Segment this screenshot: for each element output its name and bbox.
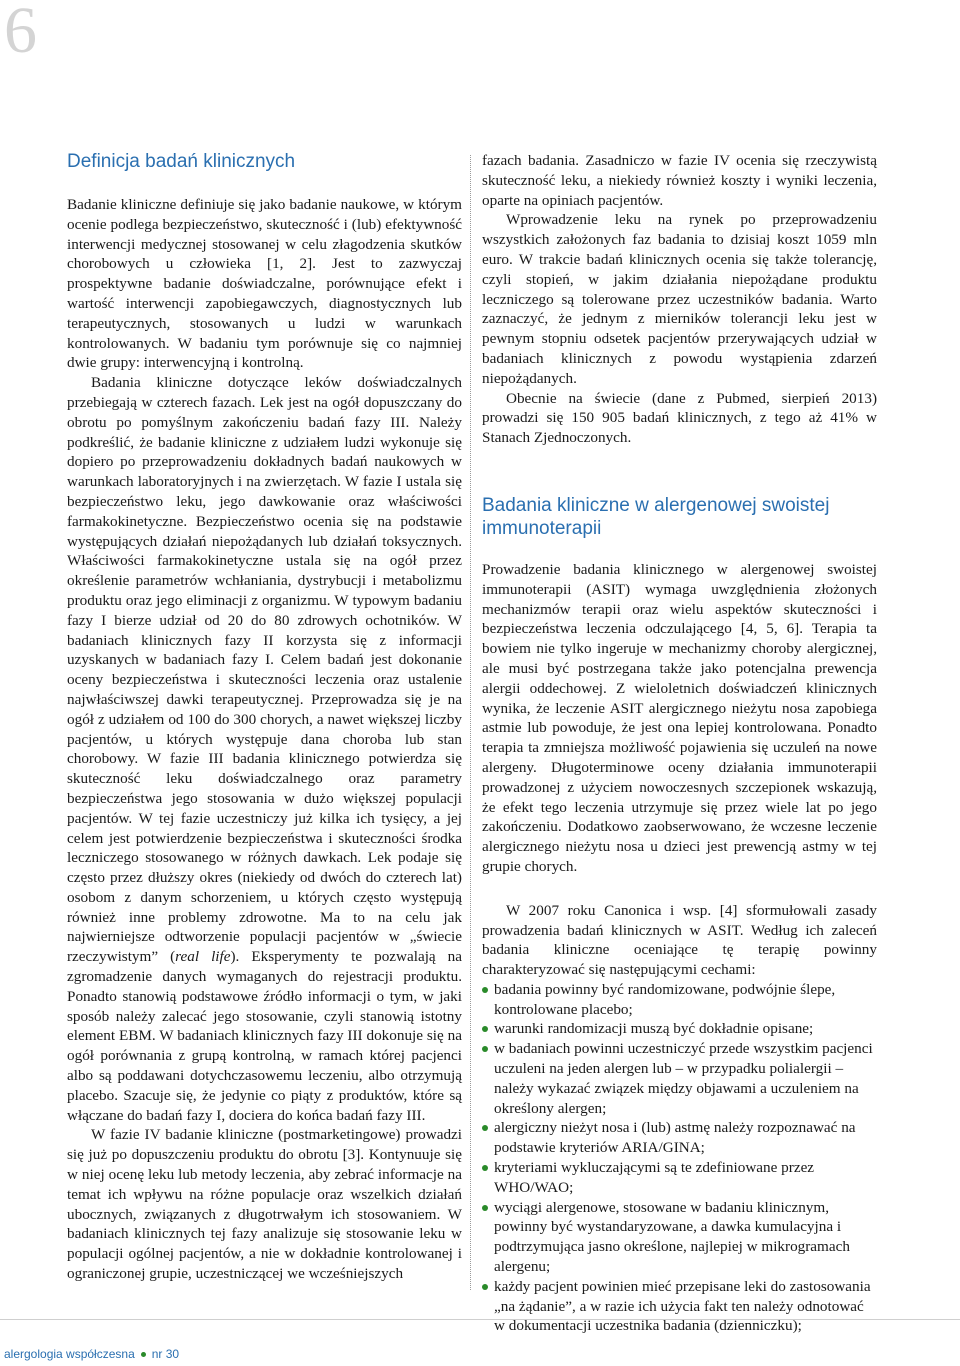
journal-name: alergologia współczesna xyxy=(4,1347,135,1361)
footer xyxy=(4,1347,179,1361)
list-item: alergiczny nieżyt nosa i (lub) astmę należy rozpoznawać na podstawie kryteriów ARIA/GINA; xyxy=(482,1118,877,1158)
list-item: w badaniach powinni uczestniczyć przede wszystkim pacjenci uczuleni na jeden alergen lub – w przypadku polialergii – należy wykazać związek między objawami a uczuleniem na określony alergen; xyxy=(482,1039,877,1118)
list-item: kryteriami wykluczającymi są te zdefiniowane przez WHO/WAO; xyxy=(482,1158,877,1198)
paragraph: W fazie IV badanie kliniczne (postmarketingowe) prowadzi się już po dopuszczeniu produktu do obrotu [3]. Kontynuuje się w niej ocenę leku lub metody leczenia, aby zebrać informacje na temat ich wpływu na różne populacje oraz wszelkich działań ubocznych, związanych z długotrwałym ich stosowaniem. W badaniach klinicznych tej fazy analizuje się stosowanie leku w populacji ogólnej pacjentów, a nie w dokładnie kontrolowanej i ograniczonej grupie, uczestniczącej we wcześniejszych xyxy=(67,1126,462,1283)
list-item: warunki randomizacji muszą być dokładnie opisane; xyxy=(482,1019,877,1039)
issue-number: nr 30 xyxy=(151,1347,180,1361)
column-divider xyxy=(470,155,471,1290)
right-column xyxy=(482,151,877,1336)
paragraph: fazach badania. Zasadniczo w fazie IV ocenia się rzeczywistą skuteczność leku, a niekiedy również koszty i wyniki leczenia, oparte na opiniach pacjentów. xyxy=(482,152,877,209)
paragraph: Obecnie na świecie (dane z Pubmed, sierpień 2013) prowadzi się 150 905 badań klinicznych, z tego aż 41% w Stanach Zjednoczonych. xyxy=(482,389,877,447)
list-item: badania powinny być randomizowane, podwójnie ślepe, kontrolowane placebo; xyxy=(482,980,877,1020)
paragraph: W 2007 roku Canonica i wsp. [4] sformułowali zasady prowadzenia badań klinicznych w ASIT. Według ich zaleceń badania kliniczne oceniające tę terapię powinny charakteryzować się następującymi cechami: xyxy=(482,901,877,979)
section-heading-asit: Badania kliniczne w alergenowej swoistej immunoterapii xyxy=(482,494,830,539)
section-heading-definition: Definicja badań klinicznych xyxy=(67,151,296,172)
paragraph: Wprowadzenie leku na rynek po przeprowadzeniu wszystkich założonych faz badania to dzisiaj koszt 1059 mln euro. W trakcie badań klinicznych ocenia się także tolerancję, czyli stopień, w jakim działania niepożądane produktu leczniczego są tolerowane przez uczestników badania. Warto zaznaczyć, że jednym z mierników tolerancji leku jest w pewnym stopniu odsetek pacjentów przerywających udział w badaniach klinicznych z powodu wystąpienia zdarzeń niepożądanych. xyxy=(482,211,877,387)
italic-term: real life xyxy=(175,948,231,966)
page-number: 6 xyxy=(4,0,37,67)
paragraph: Badania kliniczne dotyczące leków doświadczalnych przebiegają w czterech fazach. Lek jest na ogół dopuszczany do obrotu po pomyślnym zakończeniu badań fazy III. Należy podkreślić, że badanie kliniczne z udziałem ludzi wykonuje się dopiero po przeprowadzeniu dokładnych badań naukowych w warunkach laboratoryjnych i na zwierzętach. W fazie I ustala się bezpieczeństwo leku, jego dawkowanie oraz właściwości farmakokinetyczne. Bezpieczeństwo ocenia się na podstawie występujących działań niepożądanych lub działań toksycznych. Właściwości farmakokinetyczne ustala się na ogół przez określenie parametrów wchłaniania, dystrybucji i metabolizmu produktu oraz jego eliminacji z organizmu. W typowym badaniu fazy I bierze udział od 20 do 80 zdrowych ochotników. W badaniach klinicznych fazy II korzysta się z informacji uzyskanych w badaniach fazy I. Celem badań jest dokonanie oceny bezpieczeństwa i skuteczności leczenia oraz ustalenie najwłaściwszej dawki terapeutycznej. Przeprowadza się je na ogół z udziałem od 100 do 300 chorych, a nawet większej liczby pacjentów, u których występuje dana choroba lub stan chorobowy. W fazie III badania klinicznego potwierdza się skuteczność leku doświadczalnego oraz parametry bezpieczeństwa jego stosowania w dużo większej populacji pacjentów. W tej fazie uczestniczy już kilka ich tysięcy, a jej celem jest potwierdzenie bezpieczeństwa i skuteczności środka leczniczego stosowanego w różnych dawkach. Lek podaje się często przez dłuższy okres (niekiedy od dwóch do czterech lat) osobom z danym schorzeniem, u których często występują również inne problemy zdrowotne. Ma to na celu jak najwierniejsze odtworzenie populacji pacjentów w „świecie rzeczywistym” (real life). Eksperymenty te pozwalają na zgromadzenie danych wymaganych do rejestracji produktu. Ponadto stanowią podstawowe źródło informacji o tym, w jaki sposób należy zalecać jego stosowanie, czyli stanowią istotny element EBM. W badaniach klinicznych fazy III dokonuje się na ogół porównania z grupą kontrolną, w ramach której pacjenci albo są poddawani dotychczasowemu leczeniu, albo otrzymują placebo. Szacuje się, że jedynie co piąty z produktów, które są włączane do badań fazy I, dociera do końca badań fazy III. xyxy=(67,374,463,1124)
paragraph: Badanie kliniczne definiuje się jako badanie naukowe, w którym ocenie podlega bezpieczeństwo, skuteczność i (lub) efektywność interwencji medycznej stosowanej w celu złagodzenia skutków chorobowych u człowieka [1, 2]. Jest to zazwyczaj prospektywne badanie doświadczalne, porównujące efekt i wartość interwencji zapobiegawczych, diagnostycznych lub terapeutycznych, stosowanych u ludzi w warunkach kontrolowanych. W badaniu tym porównuje się co najmniej dwie grupy: interwencyjną i kontrolną. xyxy=(67,196,462,372)
criteria-list xyxy=(482,980,877,1336)
left-column xyxy=(67,150,462,1284)
paragraph: Prowadzenie badania klinicznego w alergenowej swoistej immunoterapii (ASIT) wymaga uwzględnienia złożonych mechanizmów terapii oraz wielu aspektów skuteczności i bezpieczeństwa leczenia odczulającego [4, 5, 6]. Terapia ta bowiem nie tylko ingeruje w mechanizmy choroby alergicznej, ale musi być postrzegana także jako potencjalna prewencja alergii oddechowej. Z wieloletnich doświadczeń klinicznych wynika, że leczenie ASIT alergicznego nieżytu nosa zapobiega astmie lub powoduje, że jest ona lepiej kontrolowana. Ponadto terapia ta zmniejsza możliwość pojawienia się uczuleń na nowe alergeny. Długoterminowe oceny działania immunoterapii prowadzonej z użyciem nowoczesnych szczepionek wskazują, że efekt tego leczenia utrzymuje się przez wiele lat po jego zakończeniu. Dodatkowo zaobserwowano, że wczesne leczenie alergicznego nieżytu nosa u dzieci jest prewencją astmy w tej grupie chorych. xyxy=(482,560,877,875)
footer-rule xyxy=(0,1319,960,1320)
list-item: każdy pacjent powinien mieć przepisane leki do zastosowania „na żądanie”, a w razie ich użycia fakt ten należy odnotować w dokumentacji uczestnika badania (dzienniczku); xyxy=(482,1277,877,1336)
bullet-dot-icon xyxy=(141,1352,146,1357)
list-item: wyciągi alergenowe, stosowane w badaniu klinicznym, powinny być wystandaryzowane, a dawka kumulacyjna i podtrzymująca jasno określone, najlepiej w mikrogramach alergenu; xyxy=(482,1198,877,1277)
